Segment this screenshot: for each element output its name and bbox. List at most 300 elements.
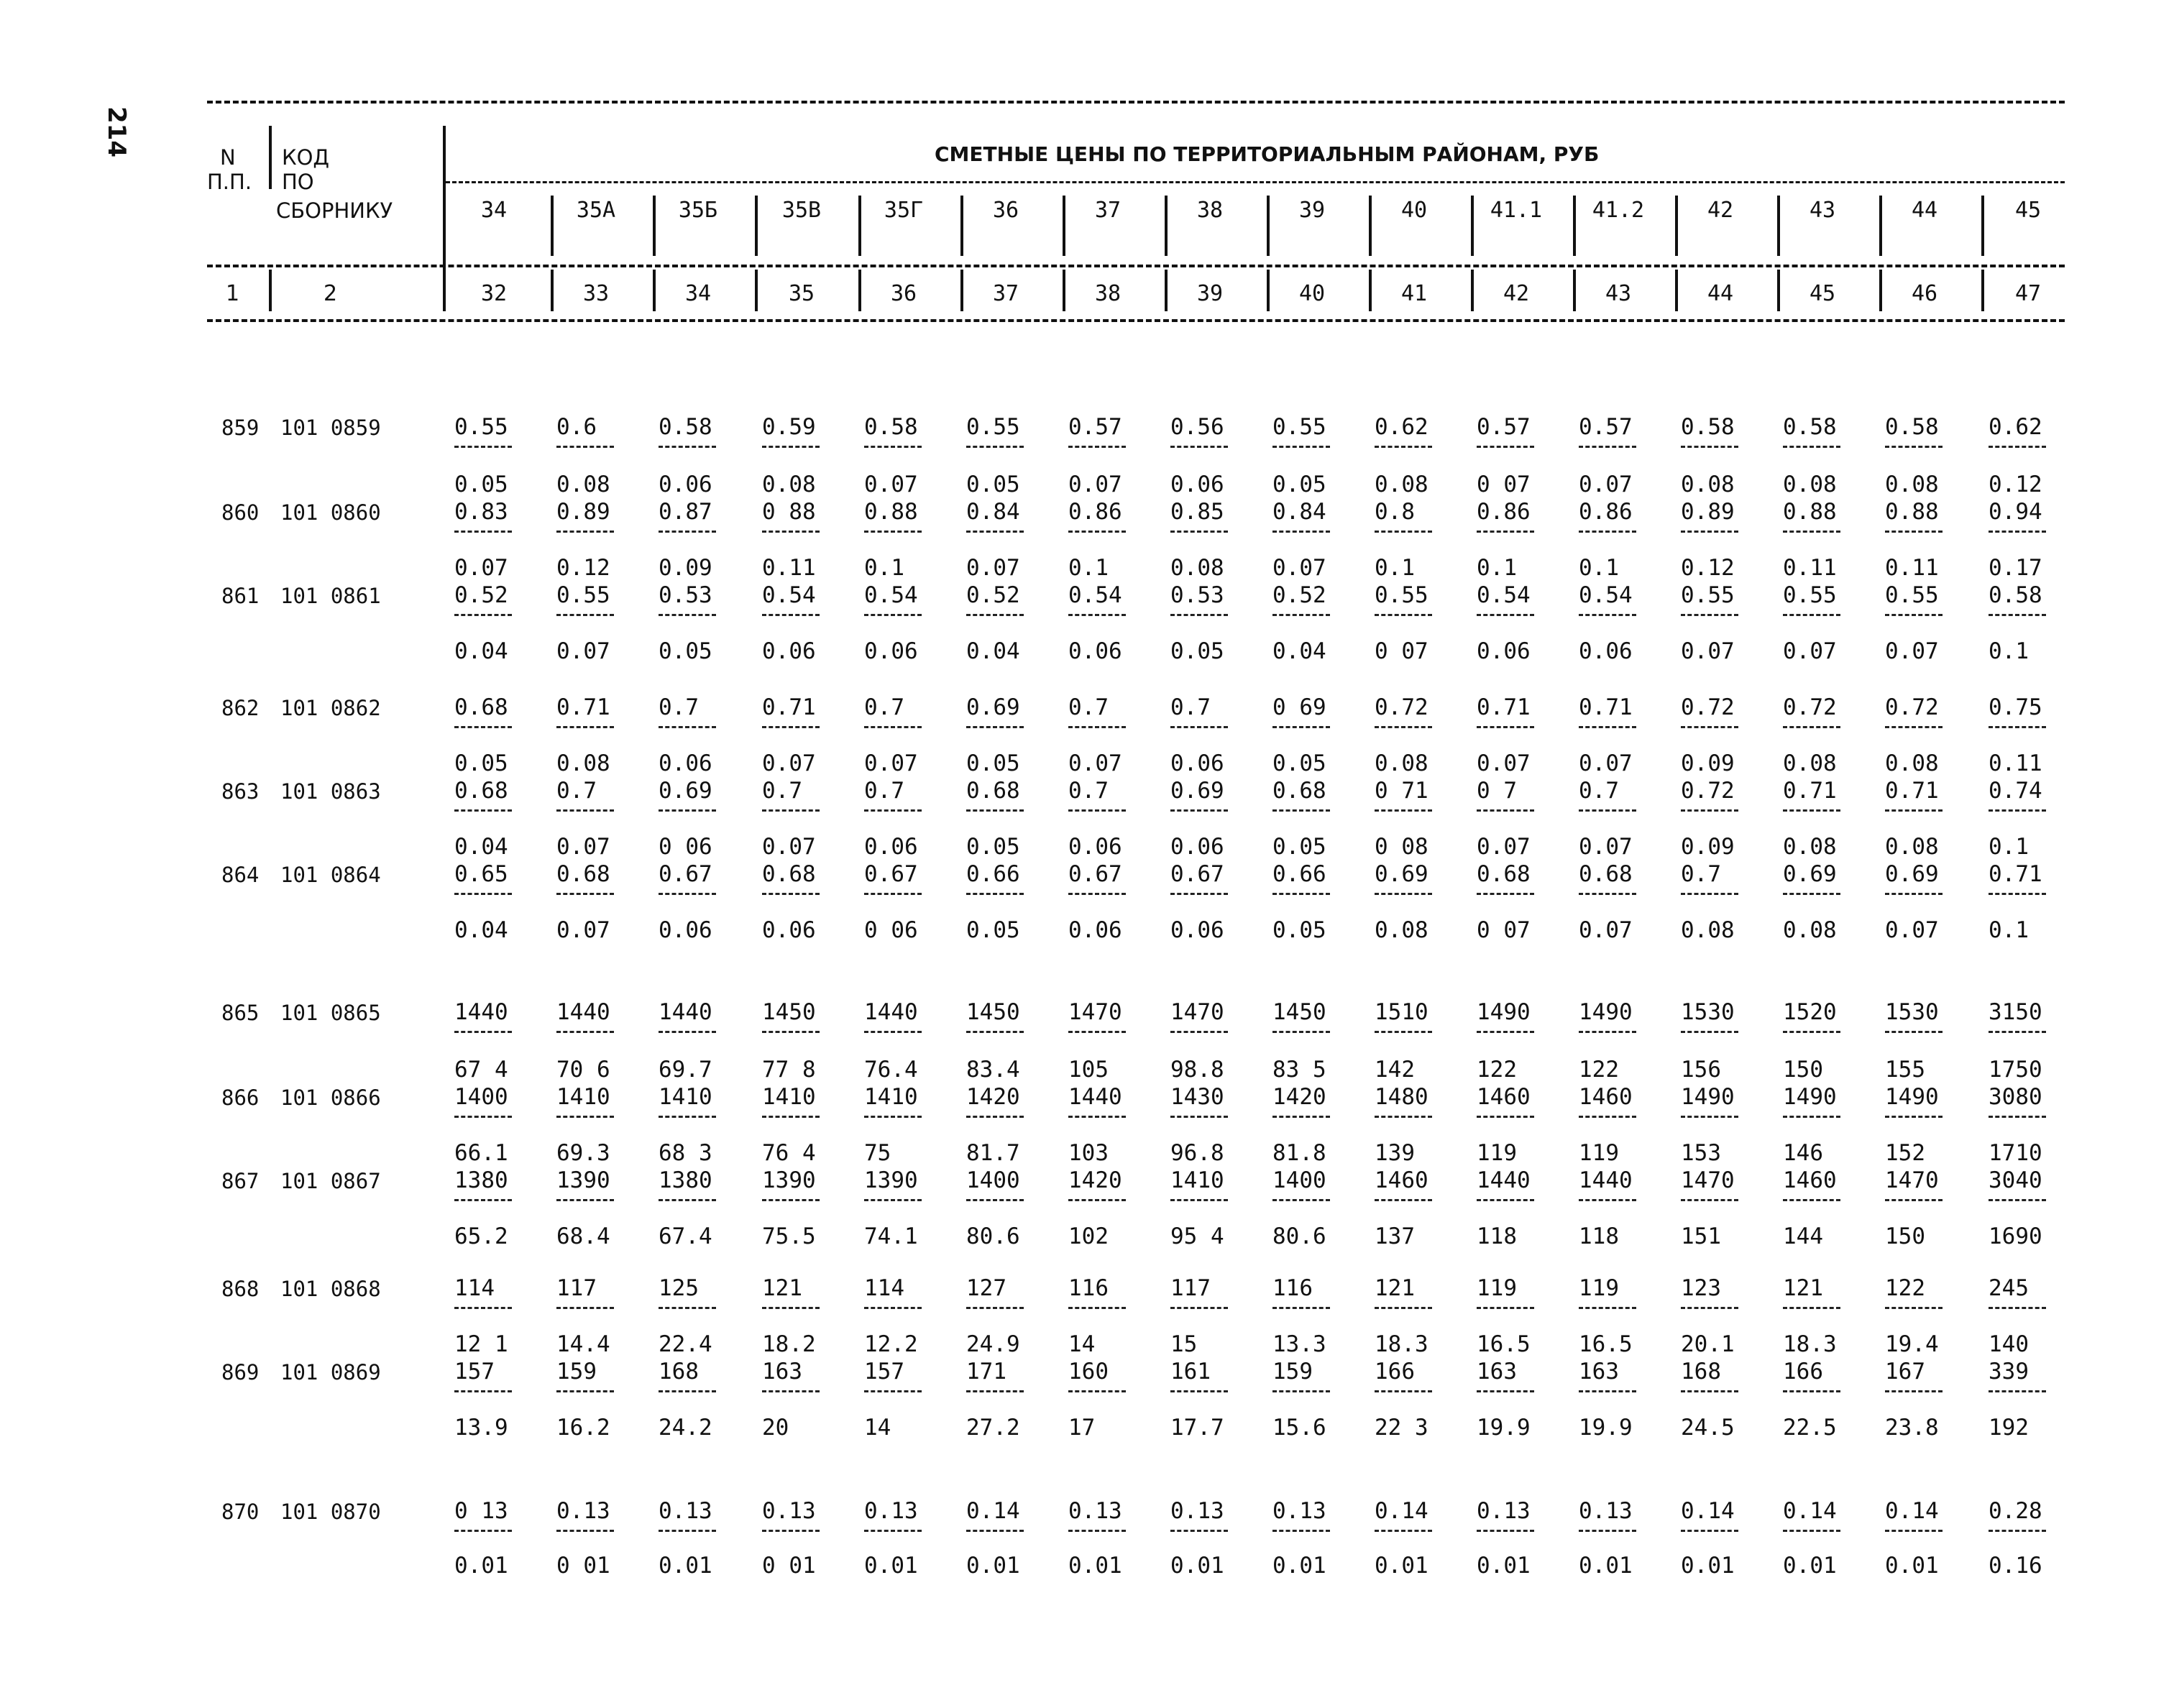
price-cell: 0.57 <box>1477 414 1531 440</box>
fraction-bar <box>1068 1031 1126 1033</box>
header-code-line3: СБОРНИКУ <box>276 198 393 223</box>
row-code: 101 0865 <box>280 1001 381 1025</box>
price-cell: 0.01 <box>454 1553 508 1579</box>
price-cell: 0.86 <box>1477 499 1531 525</box>
fraction-bar <box>1477 531 1534 533</box>
price-cell: 0.08 <box>1783 834 1837 860</box>
price-cell: 0.86 <box>1579 499 1633 525</box>
price-cell: 0.07 <box>1681 638 1735 664</box>
price-cell: 114 <box>454 1275 495 1301</box>
fraction-bar <box>1272 1530 1330 1532</box>
price-cell: 0.16 <box>1989 1553 2042 1579</box>
region-col-number: 36 <box>890 281 917 306</box>
fraction-bar <box>1170 1116 1228 1118</box>
price-cell: 0.72 <box>1375 694 1428 720</box>
price-cell: 0.11 <box>1783 555 1837 581</box>
fraction-bar <box>1068 614 1126 616</box>
fraction-bar <box>864 446 922 448</box>
price-cell: 0.52 <box>1272 582 1326 608</box>
row-code: 101 0859 <box>280 415 381 440</box>
price-cell: 0.71 <box>556 694 610 720</box>
price-cell: 0.1 <box>1989 917 2029 943</box>
region-col-number: 33 <box>582 281 610 306</box>
price-cell: 1410 <box>556 1084 610 1110</box>
price-cell: 0.08 <box>556 472 610 497</box>
price-cell: 0.83 <box>454 499 508 525</box>
region-column-divider <box>858 196 861 256</box>
price-cell: 0.14 <box>1783 1498 1837 1524</box>
price-cell: 0.1 <box>1989 638 2029 664</box>
fraction-bar <box>1170 1199 1228 1201</box>
fraction-bar <box>454 531 512 533</box>
region-header-cell: 36 <box>992 198 1019 223</box>
price-cell: 0.08 <box>1375 917 1428 943</box>
price-cell: 0 07 <box>1477 472 1531 497</box>
fraction-bar <box>864 893 922 895</box>
price-cell: 14 <box>1068 1331 1096 1357</box>
price-cell: 22.4 <box>659 1331 712 1357</box>
price-cell: 0.68 <box>454 694 508 720</box>
price-cell: 144 <box>1783 1223 1823 1249</box>
price-cell: 245 <box>1989 1275 2029 1301</box>
price-cell: 121 <box>1783 1275 1823 1301</box>
price-cell: 0.86 <box>1068 499 1122 525</box>
price-cell: 0.11 <box>1885 555 1939 581</box>
region-column-divider <box>1573 196 1576 256</box>
price-cell: 14.4 <box>556 1331 610 1357</box>
price-cell: 119 <box>1477 1275 1517 1301</box>
fraction-bar <box>1068 1116 1126 1118</box>
price-cell: 0.01 <box>966 1553 1020 1579</box>
fraction-bar <box>1989 614 2046 616</box>
fraction-bar <box>556 1390 614 1392</box>
price-cell: 1420 <box>1272 1084 1326 1110</box>
price-cell: 0.55 <box>1375 582 1428 608</box>
price-cell: 0.08 <box>1375 750 1428 776</box>
price-cell: 139 <box>1375 1140 1415 1166</box>
price-cell: 1460 <box>1783 1167 1837 1193</box>
fraction-bar <box>1579 1530 1636 1532</box>
fraction-bar <box>659 1116 716 1118</box>
price-cell: 1750 <box>1989 1057 2042 1083</box>
price-cell: 27.2 <box>966 1415 1020 1441</box>
price-cell: 1420 <box>1068 1167 1122 1193</box>
price-cell: 163 <box>1477 1359 1517 1385</box>
price-cell: 23.8 <box>1885 1415 1939 1441</box>
price-cell: 68.4 <box>556 1223 610 1249</box>
header-subtitle-rule <box>446 181 2065 183</box>
fraction-bar <box>556 893 614 895</box>
fraction-bar <box>1885 1307 1943 1309</box>
fraction-bar <box>864 1116 922 1118</box>
fraction-bar <box>762 1116 820 1118</box>
region-col-number: 32 <box>480 281 508 306</box>
fraction-bar <box>1068 809 1126 812</box>
fraction-bar <box>1579 893 1636 895</box>
fraction-bar <box>1579 1307 1636 1309</box>
fraction-bar <box>1783 1031 1840 1033</box>
price-cell: 103 <box>1068 1140 1109 1166</box>
price-cell: 0.54 <box>1579 582 1633 608</box>
region-header-cell: 40 <box>1400 198 1428 223</box>
fraction-bar <box>1681 1031 1738 1033</box>
header-np-line1: N <box>220 145 236 170</box>
fraction-bar <box>966 726 1024 728</box>
price-cell: 0 06 <box>659 834 712 860</box>
price-cell: 0.06 <box>659 472 712 497</box>
price-cell: 0.08 <box>1681 917 1735 943</box>
fraction-bar <box>659 1307 716 1309</box>
price-cell: 0.6 <box>556 414 597 440</box>
price-cell: 1450 <box>966 999 1020 1025</box>
price-cell: 0.72 <box>1885 694 1939 720</box>
region-column-divider <box>1777 196 1780 256</box>
price-cell: 16.5 <box>1477 1331 1531 1357</box>
price-cell: 0.71 <box>1885 778 1939 804</box>
price-cell: 24.9 <box>966 1331 1020 1357</box>
price-cell: 0.01 <box>1170 1553 1224 1579</box>
price-cell: 1410 <box>659 1084 712 1110</box>
price-cell: 0.1 <box>1375 555 1415 581</box>
price-cell: 0.13 <box>1579 1498 1633 1524</box>
price-cell: 0.08 <box>1375 472 1428 497</box>
price-cell: 0.13 <box>659 1498 712 1524</box>
fraction-bar <box>1989 531 2046 533</box>
price-cell: 0.66 <box>1272 861 1326 887</box>
price-cell: 0.07 <box>1068 472 1122 497</box>
fraction-bar <box>1681 809 1738 812</box>
price-cell: 0.05 <box>1272 750 1326 776</box>
fraction-bar <box>762 1031 820 1033</box>
region-column-divider <box>551 196 554 256</box>
header-code-line2: ПО <box>282 170 314 194</box>
price-cell: 0.68 <box>966 778 1020 804</box>
price-cell: 1410 <box>762 1084 816 1110</box>
price-cell: 163 <box>1579 1359 1619 1385</box>
region-column-divider <box>960 196 963 256</box>
price-cell: 0.57 <box>1068 414 1122 440</box>
fraction-bar <box>1375 893 1432 895</box>
header-title: СМЕТНЫЕ ЦЕНЫ ПО ТЕРРИТОРИАЛЬНЫМ РАЙОНАМ, РУБ <box>935 142 1600 166</box>
price-cell: 0.05 <box>966 750 1020 776</box>
price-cell: 0.8 <box>1375 499 1415 525</box>
price-cell: 17 <box>1068 1415 1096 1441</box>
region-column-divider <box>1879 270 1882 311</box>
price-cell: 18.3 <box>1783 1331 1837 1357</box>
price-cell: 159 <box>1272 1359 1313 1385</box>
price-cell: 152 <box>1885 1140 1925 1166</box>
region-column-divider <box>653 196 656 256</box>
price-cell: 0.06 <box>762 638 816 664</box>
row-number: 867 <box>221 1169 260 1193</box>
fraction-bar <box>659 1199 716 1201</box>
fraction-bar <box>454 1199 512 1201</box>
price-cell: 166 <box>1783 1359 1823 1385</box>
price-cell: 0 08 <box>1375 834 1428 860</box>
fraction-bar <box>1885 1199 1943 1201</box>
fraction-bar <box>1579 1116 1636 1118</box>
price-cell: 1710 <box>1989 1140 2042 1166</box>
price-cell: 0.54 <box>1068 582 1122 608</box>
region-header-cell: 35А <box>576 198 616 223</box>
fraction-bar <box>1885 1390 1943 1392</box>
price-cell: 0.06 <box>864 638 918 664</box>
price-cell: 1440 <box>454 999 508 1025</box>
fraction-bar <box>1783 614 1840 616</box>
price-cell: 0.01 <box>659 1553 712 1579</box>
price-cell: 12.2 <box>864 1331 918 1357</box>
price-cell: 0.08 <box>1170 555 1224 581</box>
fraction-bar <box>454 726 512 728</box>
price-cell: 0.07 <box>454 555 508 581</box>
fraction-bar <box>864 1031 922 1033</box>
price-cell: 0 07 <box>1477 917 1531 943</box>
price-cell: 116 <box>1068 1275 1109 1301</box>
fraction-bar <box>1375 614 1432 616</box>
fraction-bar <box>556 614 614 616</box>
price-cell: 0.71 <box>1989 861 2042 887</box>
price-cell: 0.06 <box>1170 917 1224 943</box>
region-column-divider <box>1471 196 1474 256</box>
price-cell: 0.1 <box>1989 834 2029 860</box>
price-cell: 83.4 <box>966 1057 1020 1083</box>
price-cell: 0.58 <box>1989 582 2042 608</box>
price-cell: 0.05 <box>1272 834 1326 860</box>
price-cell: 0.09 <box>1681 834 1735 860</box>
price-cell: 105 <box>1068 1057 1109 1083</box>
price-cell: 0 69 <box>1272 694 1326 720</box>
price-cell: 0.07 <box>864 472 918 497</box>
price-cell: 24.2 <box>659 1415 712 1441</box>
fraction-bar <box>1170 1390 1228 1392</box>
price-cell: 0.67 <box>864 861 918 887</box>
fraction-bar <box>1170 893 1228 895</box>
price-cell: 0.84 <box>966 499 1020 525</box>
header-col-num-2: 2 <box>324 281 338 306</box>
price-cell: 0.68 <box>1579 861 1633 887</box>
fraction-bar <box>659 809 716 812</box>
price-cell: 339 <box>1989 1359 2029 1385</box>
price-cell: 0.07 <box>1579 834 1633 860</box>
price-cell: 0.13 <box>1170 1498 1224 1524</box>
header-code-line1: КОД <box>282 145 330 170</box>
fraction-bar <box>659 1031 716 1033</box>
fraction-bar <box>659 893 716 895</box>
price-cell: 0.12 <box>1989 472 2042 497</box>
price-cell: 19.4 <box>1885 1331 1939 1357</box>
price-cell: 0.06 <box>762 917 816 943</box>
region-header-cell: 42 <box>1707 198 1734 223</box>
price-cell: 0 13 <box>454 1498 508 1524</box>
price-cell: 122 <box>1579 1057 1619 1083</box>
price-cell: 0.1 <box>1579 555 1619 581</box>
fraction-bar <box>1783 809 1840 812</box>
fraction-bar <box>966 809 1024 812</box>
price-cell: 18.3 <box>1375 1331 1428 1357</box>
fraction-bar <box>556 1530 614 1532</box>
page-number: 214 <box>102 106 131 157</box>
row-code: 101 0860 <box>280 500 381 525</box>
price-cell: 0.01 <box>1477 1553 1531 1579</box>
price-cell: 119 <box>1579 1140 1619 1166</box>
price-cell: 80.6 <box>1272 1223 1326 1249</box>
price-cell: 0.04 <box>454 834 508 860</box>
price-cell: 0.54 <box>864 582 918 608</box>
price-cell: 0.7 <box>1170 694 1211 720</box>
region-col-number: 37 <box>992 281 1019 306</box>
price-cell: 0.08 <box>1783 750 1837 776</box>
region-column-divider <box>755 270 758 311</box>
price-cell: 0.07 <box>762 834 816 860</box>
price-cell: 171 <box>966 1359 1006 1385</box>
price-cell: 0.05 <box>454 750 508 776</box>
price-cell: 0.7 <box>659 694 699 720</box>
region-header-cell: 39 <box>1298 198 1326 223</box>
price-cell: 81.8 <box>1272 1140 1326 1166</box>
fraction-bar <box>1272 1390 1330 1392</box>
price-cell: 0.59 <box>762 414 816 440</box>
region-column-divider <box>1063 270 1065 311</box>
fraction-bar <box>659 446 716 448</box>
price-cell: 0.89 <box>556 499 610 525</box>
region-header-cell: 34 <box>480 198 508 223</box>
region-column-divider <box>1369 196 1372 256</box>
price-cell: 0.07 <box>762 750 816 776</box>
price-cell: 0.04 <box>1272 638 1326 664</box>
price-cell: 0.13 <box>762 1498 816 1524</box>
region-column-divider <box>960 270 963 311</box>
price-cell: 0.07 <box>1885 638 1939 664</box>
price-cell: 1480 <box>1375 1084 1428 1110</box>
price-cell: 0 07 <box>1375 638 1428 664</box>
fraction-bar <box>762 1530 820 1532</box>
row-number: 861 <box>221 584 260 608</box>
fraction-bar <box>556 1116 614 1118</box>
price-cell: 1460 <box>1477 1084 1531 1110</box>
fraction-bar <box>659 726 716 728</box>
price-cell: 14 <box>864 1415 891 1441</box>
price-cell: 0.67 <box>659 861 712 887</box>
fraction-bar <box>1272 893 1330 895</box>
fraction-bar <box>1272 726 1330 728</box>
price-cell: 0.75 <box>1989 694 2042 720</box>
price-cell: 0.58 <box>1783 414 1837 440</box>
price-cell: 1490 <box>1477 999 1531 1025</box>
fraction-bar <box>556 809 614 812</box>
price-cell: 127 <box>966 1275 1006 1301</box>
fraction-bar <box>556 1031 614 1033</box>
price-cell: 0.01 <box>1068 1553 1122 1579</box>
region-column-divider <box>1675 196 1678 256</box>
fraction-bar <box>1170 614 1228 616</box>
price-cell: 0.62 <box>1989 414 2042 440</box>
price-cell: 0.04 <box>454 638 508 664</box>
price-cell: 17.7 <box>1170 1415 1224 1441</box>
fraction-bar <box>1681 1390 1738 1392</box>
price-cell: 0.13 <box>1068 1498 1122 1524</box>
region-header-cell: 44 <box>1911 198 1938 223</box>
price-cell: 0.7 <box>1068 778 1109 804</box>
fraction-bar <box>1681 1199 1738 1201</box>
header-divider-np <box>269 126 272 189</box>
price-cell: 1490 <box>1885 1084 1939 1110</box>
price-cell: 0.68 <box>556 861 610 887</box>
header-divider-np-num <box>269 270 272 311</box>
price-cell: 77 8 <box>762 1057 816 1083</box>
price-cell: 0.67 <box>1170 861 1224 887</box>
fraction-bar <box>1885 893 1943 895</box>
price-cell: 155 <box>1885 1057 1925 1083</box>
fraction-bar <box>1681 614 1738 616</box>
price-cell: 1380 <box>454 1167 508 1193</box>
price-cell: 0.88 <box>1885 499 1939 525</box>
price-cell: 1440 <box>864 999 918 1025</box>
fraction-bar <box>1375 1116 1432 1118</box>
region-header-cell: 35Б <box>678 198 718 223</box>
price-cell: 1470 <box>1885 1167 1939 1193</box>
price-cell: 1510 <box>1375 999 1428 1025</box>
fraction-bar <box>1477 614 1534 616</box>
price-cell: 3080 <box>1989 1084 2042 1110</box>
header-mid-rule <box>207 265 2065 267</box>
fraction-bar <box>1068 726 1126 728</box>
price-cell: 0.52 <box>966 582 1020 608</box>
region-column-divider <box>1267 196 1270 256</box>
fraction-bar <box>1989 1530 2046 1532</box>
price-cell: 1410 <box>1170 1167 1224 1193</box>
price-cell: 0.07 <box>1885 917 1939 943</box>
price-cell: 118 <box>1477 1223 1517 1249</box>
price-cell: 1400 <box>454 1084 508 1110</box>
price-cell: 0.07 <box>1272 555 1326 581</box>
price-cell: 0.04 <box>454 917 508 943</box>
price-cell: 19.9 <box>1477 1415 1531 1441</box>
price-cell: 121 <box>762 1275 802 1301</box>
price-cell: 0.07 <box>1783 638 1837 664</box>
price-cell: 0.13 <box>556 1498 610 1524</box>
price-cell: 16.2 <box>556 1415 610 1441</box>
price-cell: 1390 <box>864 1167 918 1193</box>
fraction-bar <box>1272 614 1330 616</box>
price-cell: 0.65 <box>454 861 508 887</box>
fraction-bar <box>454 1530 512 1532</box>
fraction-bar <box>1681 1530 1738 1532</box>
region-header-cell: 35В <box>781 198 822 223</box>
price-cell: 168 <box>659 1359 699 1385</box>
price-cell: 0.28 <box>1989 1498 2042 1524</box>
region-column-divider <box>1369 270 1372 311</box>
row-number: 869 <box>221 1360 260 1385</box>
fraction-bar <box>762 1199 820 1201</box>
region-col-number: 47 <box>2014 281 2042 306</box>
price-cell: 0.01 <box>1885 1553 1939 1579</box>
header-np-line2: П.П. <box>207 170 252 194</box>
fraction-bar <box>864 531 922 533</box>
fraction-bar <box>1579 1031 1636 1033</box>
fraction-bar <box>454 893 512 895</box>
row-code: 101 0870 <box>280 1500 381 1524</box>
region-header-cell: 37 <box>1094 198 1122 223</box>
price-cell: 0.13 <box>1272 1498 1326 1524</box>
price-cell: 0.06 <box>1068 834 1122 860</box>
price-cell: 0.69 <box>1885 861 1939 887</box>
fraction-bar <box>864 1530 922 1532</box>
region-header-cell: 45 <box>2014 198 2042 223</box>
price-cell: 0.06 <box>1477 638 1531 664</box>
row-code: 101 0863 <box>280 779 381 804</box>
fraction-bar <box>762 893 820 895</box>
fraction-bar <box>1068 1307 1126 1309</box>
